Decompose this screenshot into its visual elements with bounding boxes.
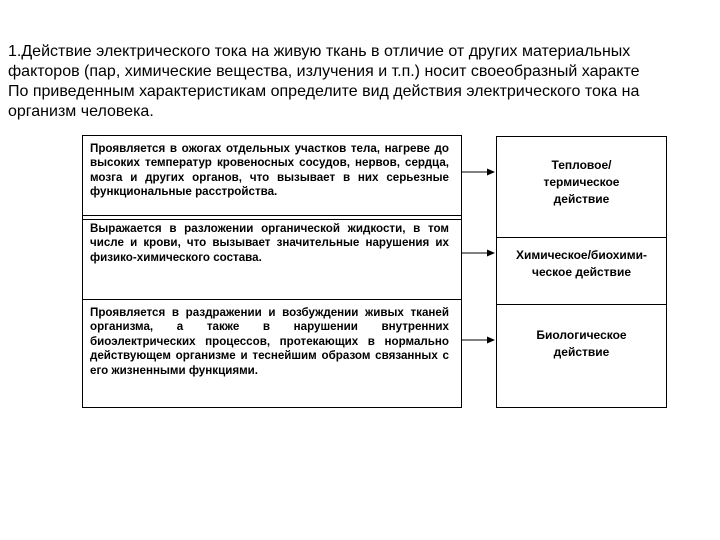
result-biological: Биологическое действие <box>536 328 627 359</box>
arrow-1 <box>462 169 495 176</box>
result-chemical: Химическое/биохими- ческое действие <box>515 248 648 279</box>
question-line-4: организм человека. <box>8 103 154 120</box>
question-line-3: По приведенным характеристикам определите вид действия электрического тока на <box>8 83 640 100</box>
description-thermal: Проявляется в ожогах отдельных участков тела, нагреве до высоких температур кровеносных сосудов, нервов, сердца, мозга и других органов, что вызывает в них серьезные функциональные расстройства. <box>90 142 449 199</box>
result-thermal: Тепловое/ термическое действие <box>543 158 620 206</box>
question-line-2: факторов (пар, химические вещества, излучения и т.п.) носит своеобразный характе <box>8 63 640 80</box>
question-line-1: 1.Действие электрического тока на живую ткань в отличие от других материальных <box>8 43 631 60</box>
arrow-3 <box>462 337 495 344</box>
arrow-2 <box>462 250 495 257</box>
description-chemical: Выражается в разложении органической жидкости, в том числе и крови, что вызывает значительные нарушения их физико-химического состава. <box>90 222 449 264</box>
description-biological: Проявляется в раздражении и возбуждении живых тканей организма, а также в нарушении внутренних биоэлектрических процессов, протекающих в нормально действующем организме и теснейшим образом связанных с его жизненными функциями. <box>90 306 449 377</box>
